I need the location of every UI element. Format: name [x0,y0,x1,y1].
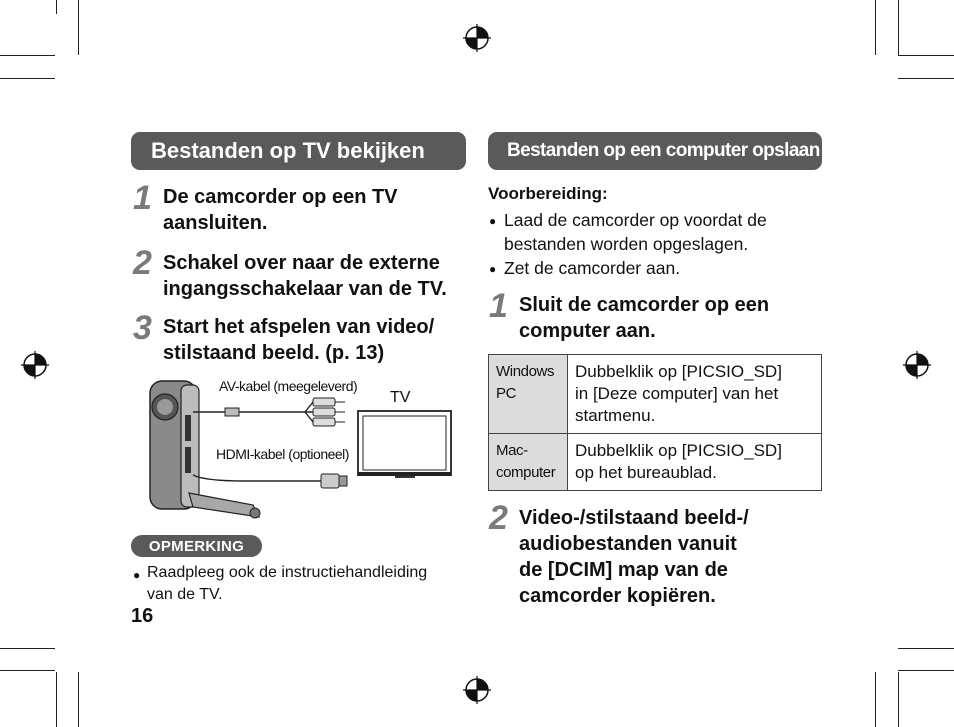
crop-mark [898,672,899,727]
av-cable-label: AV-kabel (meegeleverd) [219,378,358,394]
step-text [519,292,769,344]
prep-item-line: Zet de camcorder aan. [504,258,681,278]
step-text-line: camcorder kopiëren. [519,585,716,607]
section-header-tv [131,132,466,170]
registration-mark-icon [903,351,931,379]
registration-mark-icon [21,351,49,379]
note-text-line: van de TV. [147,586,223,603]
step-text-line: de [DCIM] map van de [519,559,728,581]
step-text [163,250,447,302]
step-text-line: aansluiten. [163,212,268,234]
note-text [147,562,427,606]
step-number: 1 [133,179,152,217]
step-text-line: ingangsschakelaar van de TV. [163,278,447,300]
crop-mark [0,55,55,56]
note-bullet-icon: ● [133,568,141,582]
step-text-line: stilstaand beeld. (p. 13) [163,342,385,364]
prep-title: Voorbereiding: [488,184,608,203]
note-badge [131,535,262,557]
registration-mark-icon [463,676,491,704]
note-text-line: Raadpleeg ook de instructiehandleiding [147,564,428,581]
step-text-line: De camcorder op een TV [163,186,398,208]
hdmi-cable-illustration [193,474,347,488]
crop-mark [0,648,55,649]
table-row [489,434,822,491]
prep-item-line: bestanden worden opgeslagen. [504,234,749,254]
crop-mark [0,670,55,671]
step-number: 3 [133,309,152,347]
table-cell-os [489,434,568,491]
section-header-computer-label: Bestanden op een computer opslaan [507,140,820,161]
os-line: PC [496,385,517,402]
step-text-line: Schakel over naar de externe [163,252,440,274]
step-text-line: computer aan. [519,320,656,342]
crop-mark [898,0,899,55]
step-number: 2 [489,499,508,537]
table-row [489,355,822,434]
os-line: Windows [496,363,555,380]
table-cell-desc [568,355,822,434]
bullet-icon: ● [489,214,497,228]
os-instructions-table [488,354,822,491]
av-cable-illustration [193,398,345,426]
prep-item [504,208,767,256]
step-text [519,505,749,609]
step-text [163,314,434,366]
prep-item [504,256,680,280]
tv-illustration [358,411,451,478]
desc-line: in [Deze computer] van het [575,384,779,403]
step-text-line: Start het afspelen van video/ [163,316,435,338]
step-text-line: audiobestanden vanuit [519,533,737,555]
crop-mark [875,0,876,55]
crop-mark [78,0,79,55]
table-cell-desc [568,434,822,491]
hdmi-cable-label: HDMI-kabel (optioneel) [216,446,349,462]
section-header-computer [488,132,822,170]
os-line: Mac- [496,442,528,459]
section-header-tv-label: Bestanden op TV bekijken [151,138,425,163]
desc-line: Dubbelklik op [PICSIO_SD] [575,362,782,381]
desc-line: startmenu. [575,406,656,425]
crop-mark [78,672,79,727]
registration-mark-icon [463,24,491,52]
crop-mark [898,55,954,56]
table-cell-os [489,355,568,434]
prep-item-line: Laad de camcorder op voordat de [504,210,767,230]
step-text-line: Video-/stilstaand beeld-/ [519,507,749,529]
crop-mark [898,78,954,79]
step-text [163,184,398,236]
crop-mark [875,672,876,727]
note-badge-label: OPMERKING [148,537,245,555]
crop-mark [56,672,57,727]
os-line: computer [496,464,556,481]
crop-mark [898,648,954,649]
desc-line: Dubbelklik op [PICSIO_SD] [575,441,782,460]
page-number: 16 [131,605,154,627]
step-number: 1 [489,287,508,325]
bullet-icon: ● [489,262,497,276]
tv-label: TV [390,389,411,406]
desc-line: op het bureaublad. [575,463,717,482]
crop-mark [0,78,55,79]
step-number: 2 [133,244,152,282]
step-text-line: Sluit de camcorder op een [519,294,770,316]
crop-mark [898,670,954,671]
crop-mark [56,0,57,14]
